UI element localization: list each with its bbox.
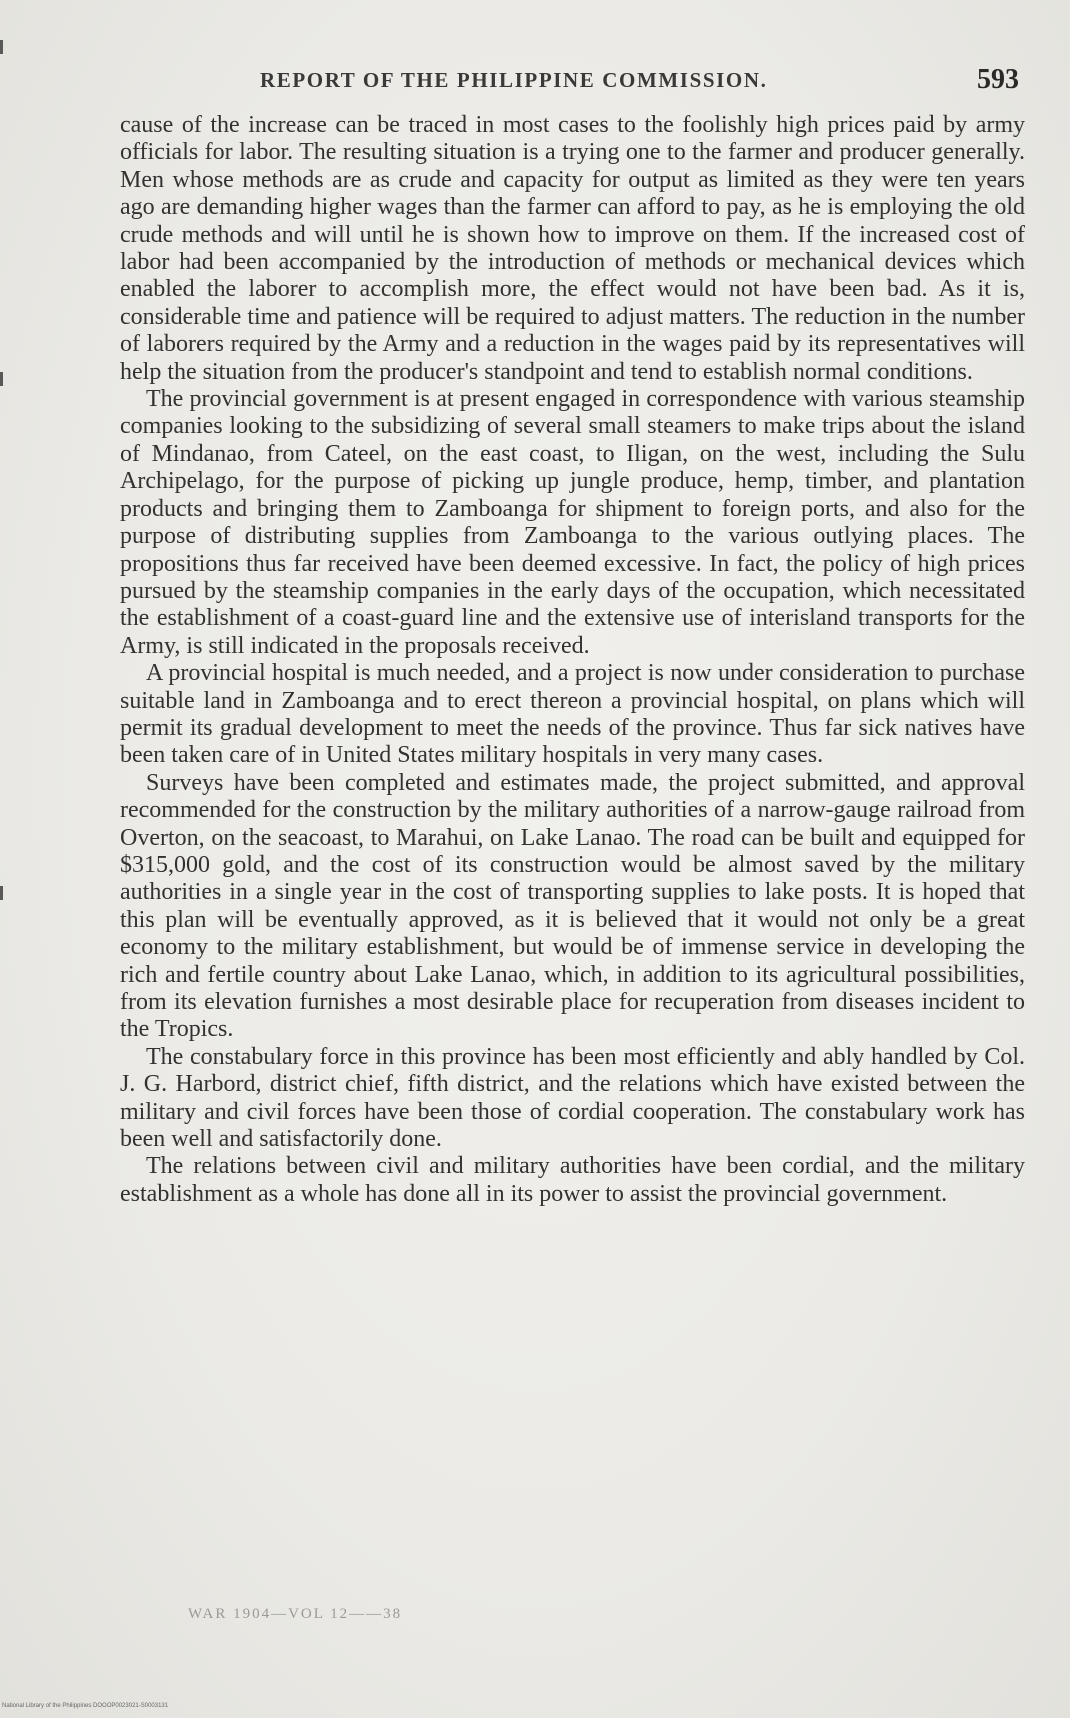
running-title: REPORT OF THE PHILIPPINE COMMISSION. [260, 68, 768, 92]
paragraph-labor-costs: cause of the increase can be traced in most cases to the foolishly high prices paid by army officials for labor. The resulting situation is a trying one to the farmer and producer generally. Men whose methods are as crude and capacity for output as limited as they were ten years ago are demanding higher wages than the farmer can afford to pay, as he is employing the old crude methods and will until he is shown how to improve on them. If the increased cost of labor had been accompanied by the introduction of methods or mechanical devices which enabled the laborer to accomplish more, the effect would not have been bad. As it is, considerable time and patience will be required to adjust matters. The reduction in the number of laborers required by the Army and a reduction in the wages paid by its representatives will help the situation from the producer's standpoint and tend to establish normal conditions. [120, 112, 1025, 385]
signature-line: WAR 1904—VOL 12——38 [188, 1606, 403, 1622]
paragraph-steamship-subsidy: The provincial government is at present engaged in correspondence with various steamship companies looking to the subsidizing of several small steamers to make trips about the island of Mindanao, from Cateel, on the east coast, to Iligan, on the west, including the Sulu Archipelago, for the purpose of picking up jungle produce, hemp, timber, and plantation products and bringing them to Zamboanga for shipment to foreign ports, and also for the purpose of distributing supplies from Zamboanga to the various outlying places. The propositions thus far received have been deemed excessive. In fact, the policy of high prices pursued by the steamship companies in the early days of the occupation, which necessitated the establishment of a coast-guard line and the extensive use of interisland transports for the Army, is still indicated in the proposals received. [120, 386, 1025, 659]
paragraph-civil-military-relations: The relations between civil and military authorities have been cordial, and the military establishment as a whole has done all in its power to assist the provincial government. [120, 1153, 1025, 1207]
paragraph-railroad-survey: Surveys have been completed and estimates made, the project submitted, and approval recommended for the construction by the military authorities of a narrow-gauge railroad from Overton, on the seacoast, to Marahui, on Lake Lanao. The road can be built and equipped for $315,000 gold, and the cost of its construction would be almost saved by the military authorities in a single year in the cost of transporting supplies to lake posts. It is hoped that this plan will be eventually approved, as it is believed that it would not only be a great economy to the military establishment, but would be of immense service in developing the rich and fertile country about Lake Lanao, which, in addition to its agricultural possibilities, from its elevation furnishes a most desirable place for recuperation from diseases incident to the Tropics. [120, 769, 1025, 1043]
page-number: 593 [977, 64, 1019, 95]
scan-edge-mark [0, 886, 3, 900]
paragraph-provincial-hospital: A provincial hospital is much needed, and a project is now under consideration to purchase suitable land in Zamboanga and to erect thereon a provincial hospital, on plans which will permit its gradual development to meet the needs of the province. Thus far sick natives have been taken care of in United States military hospitals in very many cases. [120, 660, 1025, 769]
body-text [120, 112, 1025, 1208]
scan-edge-mark [0, 372, 3, 386]
paragraph-constabulary: The constabulary force in this province has been most efficiently and ably handled by Col. J. G. Harbord, district chief, fifth district, and the relations which have existed between the military and civil forces have been those of cordial cooperation. The constabulary work has been well and satisfactorily done. [120, 1043, 1025, 1153]
scan-edge-mark [0, 40, 3, 54]
page-header [120, 64, 1025, 104]
scan-footer-note: National Library of the Philippines DOOOP0023021-S0003131 [2, 1703, 169, 1709]
